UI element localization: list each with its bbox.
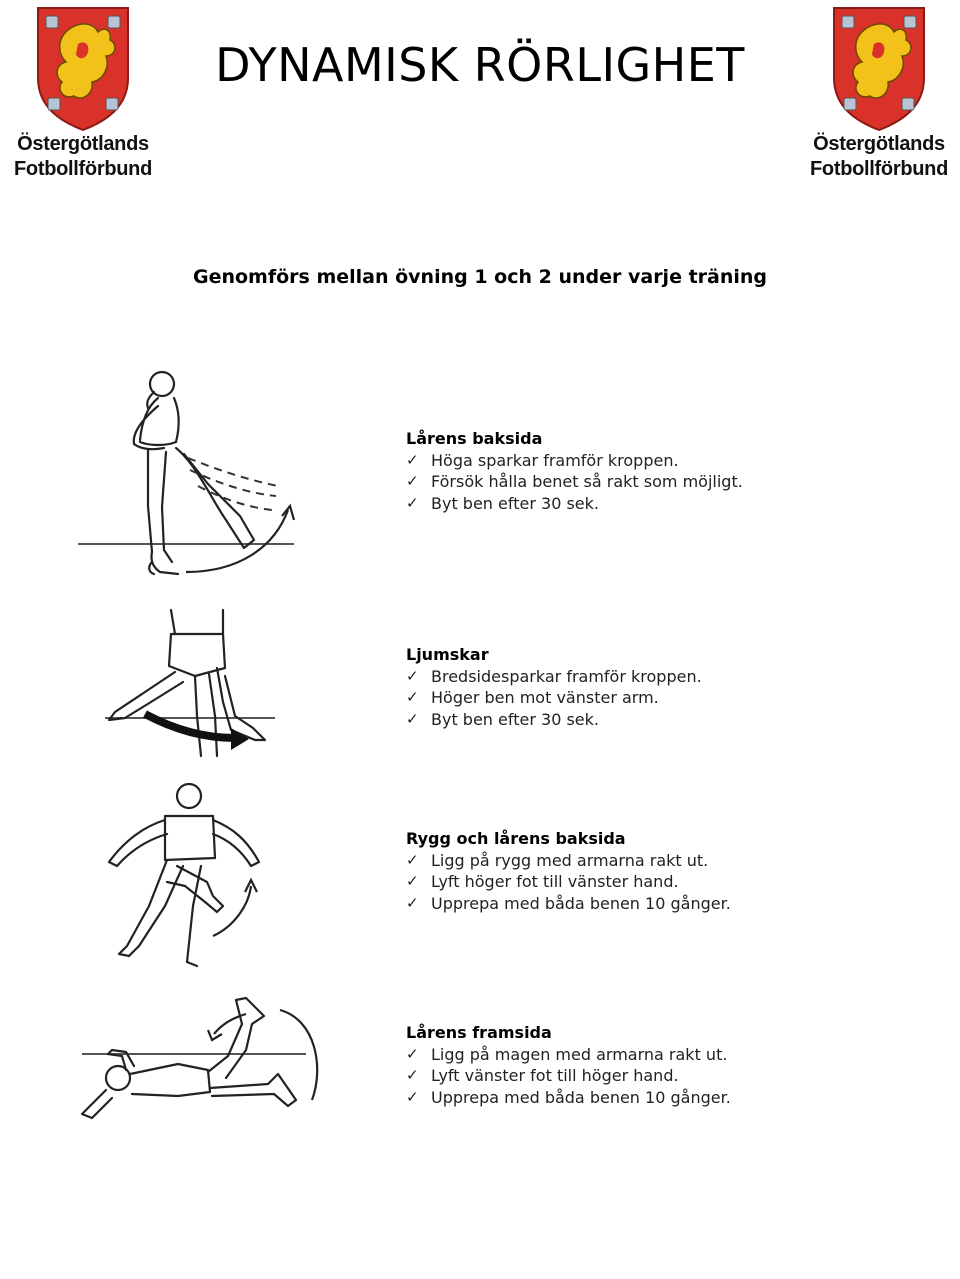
step-text: Bredsidesparkar framför kroppen.	[431, 666, 702, 686]
coat-of-arms-icon	[830, 4, 928, 132]
step-text: Byt ben efter 30 sek.	[431, 493, 599, 513]
check-icon: ✓	[406, 872, 419, 890]
list-item	[406, 893, 926, 915]
list-item	[406, 666, 926, 688]
step-text: Ligg på rygg med armarna rakt ut.	[431, 850, 709, 870]
exercise-title: Lårens baksida	[406, 429, 543, 448]
check-icon: ✓	[406, 1066, 419, 1084]
back-stretch-illustration	[105, 776, 267, 978]
logo-text-line2: Fotbollförbund	[14, 158, 152, 180]
list-item	[406, 1044, 926, 1066]
front-stretch-illustration	[78, 994, 322, 1126]
exercise-steps	[406, 1044, 926, 1109]
list-item	[406, 871, 926, 893]
coat-of-arms-icon	[34, 4, 132, 132]
step-text: Höga sparkar framför kroppen.	[431, 450, 679, 470]
exercise-groin	[406, 644, 926, 730]
step-text: Upprepa med båda benen 10 gånger.	[431, 1087, 731, 1107]
list-item	[406, 493, 926, 515]
logo-right	[798, 4, 960, 184]
check-icon: ✓	[406, 1044, 419, 1063]
list-item	[406, 1065, 926, 1087]
step-text: Försök hålla benet så rakt som möjligt.	[431, 472, 743, 491]
step-text: Upprepa med båda benen 10 gånger.	[431, 893, 731, 913]
check-icon: ✓	[406, 688, 419, 706]
step-text: Lyft vänster fot till höger hand.	[431, 1066, 679, 1085]
step-text: Höger ben mot vänster arm.	[431, 688, 659, 707]
check-icon: ✓	[406, 472, 419, 490]
exercise-title: Ljumskar	[406, 645, 489, 664]
exercise-quadriceps	[406, 1022, 926, 1108]
exercise-hamstrings	[406, 428, 926, 514]
step-text: Byt ben efter 30 sek.	[431, 709, 599, 729]
check-icon: ✓	[406, 1087, 419, 1106]
list-item	[406, 709, 926, 731]
logo-text-line2: Fotbollförbund	[810, 158, 948, 180]
page-title: DYNAMISK RÖRLIGHET	[215, 38, 745, 92]
high-kick-illustration	[78, 362, 300, 594]
list-item	[406, 471, 926, 493]
check-icon: ✓	[406, 493, 419, 512]
exercise-title: Rygg och lårens baksida	[406, 829, 626, 848]
side-kick-illustration	[105, 606, 277, 758]
list-item	[406, 687, 926, 709]
step-text: Lyft höger fot till vänster hand.	[431, 872, 679, 891]
page-subtitle: Genomförs mellan övning 1 och 2 under varje träning	[192, 266, 768, 288]
exercise-steps	[406, 450, 926, 515]
check-icon: ✓	[406, 850, 419, 869]
logo-text-line1: Östergötlands	[813, 133, 945, 155]
list-item	[406, 450, 926, 472]
exercise-title: Lårens framsida	[406, 1023, 552, 1042]
check-icon: ✓	[406, 666, 419, 685]
list-item	[406, 1087, 926, 1109]
check-icon: ✓	[406, 709, 419, 728]
exercise-steps	[406, 666, 926, 731]
exercise-steps	[406, 850, 926, 915]
list-item	[406, 850, 926, 872]
logo-left	[2, 4, 164, 184]
exercise-back-hamstrings	[406, 828, 926, 914]
logo-text-line1: Östergötlands	[17, 133, 149, 155]
step-text: Ligg på magen med armarna rakt ut.	[431, 1044, 728, 1064]
check-icon: ✓	[406, 893, 419, 912]
check-icon: ✓	[406, 450, 419, 469]
